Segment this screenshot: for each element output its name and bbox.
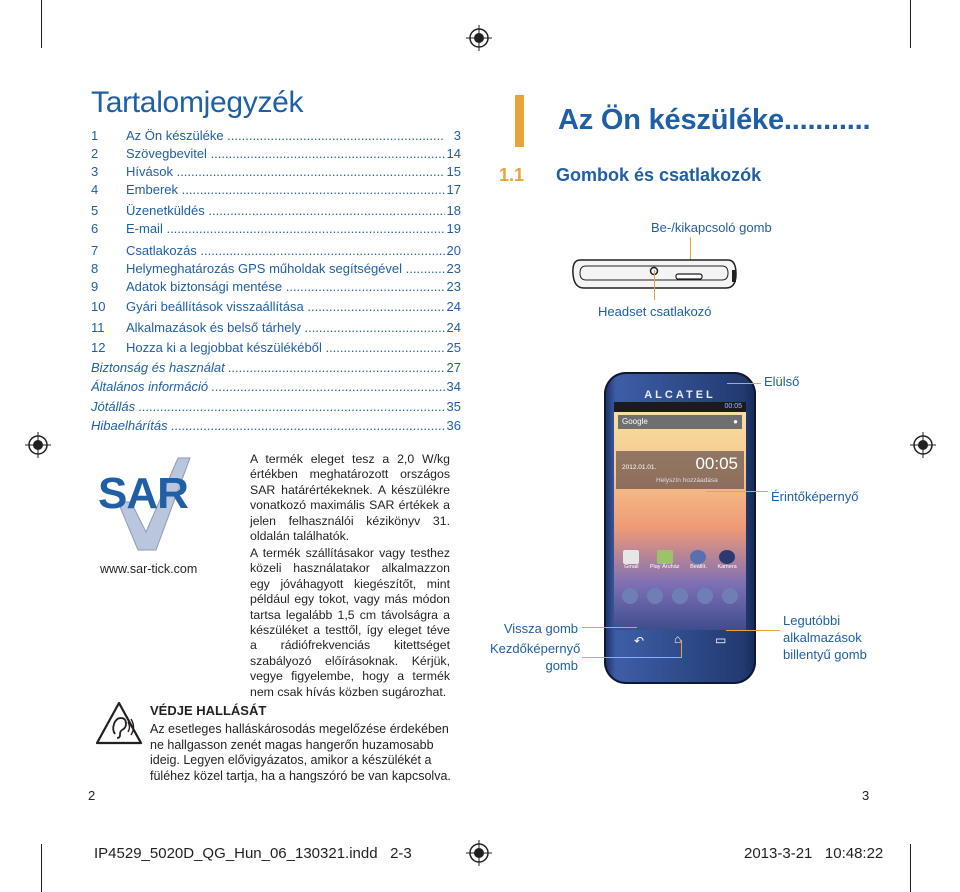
callout-line bbox=[681, 640, 682, 658]
toc-entry-page: 23 bbox=[446, 279, 461, 294]
callout-line bbox=[726, 630, 780, 631]
toc-entry-label: Üzenetküldés ..... bbox=[126, 203, 445, 218]
app-row bbox=[618, 550, 742, 570]
toc-entry-number: 3 bbox=[91, 164, 99, 179]
toc-entry-label: Emberek ..... bbox=[126, 182, 445, 197]
toc-entry-page: 27 bbox=[446, 360, 461, 375]
toc-entry-page: 15 bbox=[446, 164, 461, 179]
callout-line bbox=[727, 383, 761, 384]
toc-entry-page: 20 bbox=[446, 243, 461, 258]
toc-entry-page: 18 bbox=[446, 203, 461, 218]
sar-logo-text: SAR bbox=[98, 469, 188, 518]
gmail-icon bbox=[623, 550, 639, 564]
toc-entry-number: 8 bbox=[91, 261, 99, 276]
browser-app-icon[interactable] bbox=[722, 588, 738, 604]
phone-screen bbox=[614, 402, 746, 630]
toc-entry-number: 1 bbox=[91, 128, 99, 143]
toc-entry-number: 7 bbox=[91, 243, 99, 258]
toc-entry[interactable] bbox=[91, 379, 461, 397]
toc-entry[interactable] bbox=[91, 399, 461, 417]
registration-mark-icon bbox=[25, 432, 51, 458]
toc-entry-number: 12 bbox=[91, 340, 106, 355]
crop-mark bbox=[910, 844, 911, 892]
apps-drawer-icon[interactable] bbox=[672, 588, 688, 604]
status-bar bbox=[614, 402, 746, 412]
toc-entry-page: 23 bbox=[446, 261, 461, 276]
back-key-icon[interactable]: ↶ bbox=[634, 634, 645, 648]
toc-entry-label: Szövegbevitel ..... bbox=[126, 146, 445, 161]
toc-entry[interactable] bbox=[91, 320, 461, 338]
toc-entry-label: Biztonság és használat ..... bbox=[91, 360, 445, 375]
callout-touchscreen: Érintőképernyő bbox=[771, 489, 859, 504]
toc-entry-label: Alkalmazások és belső tárhely ..... bbox=[126, 320, 445, 335]
widget-location[interactable]: Helyszín hozzáadása bbox=[656, 477, 718, 484]
crop-mark bbox=[910, 0, 911, 48]
toc-entry-label: Csatlakozás ..... bbox=[126, 243, 445, 258]
toc-entry[interactable] bbox=[91, 299, 461, 317]
dock-row bbox=[618, 588, 742, 604]
section-number: 1.1 bbox=[499, 165, 525, 185]
footer-datetime: 2013-3-21 10:48:22 bbox=[744, 845, 884, 862]
toc-entry-label: Hozza ki a legjobbat készülékéből ..... bbox=[126, 340, 445, 355]
toc-entry-number: 5 bbox=[91, 203, 99, 218]
crop-mark bbox=[41, 844, 42, 892]
app-gmail[interactable] bbox=[623, 550, 639, 570]
widget-time: 00:05 bbox=[695, 454, 738, 473]
sar-paragraph-1: A termék eleget tesz a 2,0 W/kg értékben meghatározott országos SAR határértékeknek. A készülékre vonatkozó maximális SAR értékek a jelen felhasználói kézikönyv 31. oldalán találhatók. bbox=[250, 452, 450, 544]
toc-entry-page: 24 bbox=[446, 299, 461, 314]
toc-entry[interactable] bbox=[91, 164, 461, 182]
recent-apps-key-icon[interactable]: ▭ bbox=[715, 633, 727, 647]
callout-recent-apps: Legutóbbi alkalmazások billentyű gomb bbox=[783, 613, 867, 662]
widget-date: 2012.01.01. bbox=[622, 464, 657, 471]
hearing-title: VÉDJE HALLÁSÁT bbox=[150, 703, 267, 718]
phone-front-view bbox=[604, 372, 756, 684]
callout-headset: Headset csatlakozó bbox=[598, 304, 712, 319]
camera-icon bbox=[719, 550, 735, 564]
toc-entry-page: 17 bbox=[446, 182, 461, 197]
app-label: Gmail bbox=[624, 564, 639, 570]
toc-entry-label: Általános információ ..... bbox=[91, 379, 445, 394]
toc-entry[interactable] bbox=[91, 418, 461, 436]
page-number-right: 3 bbox=[862, 788, 870, 803]
toc-entry[interactable] bbox=[91, 146, 461, 164]
callout-line bbox=[654, 270, 655, 300]
toc-entry[interactable] bbox=[91, 128, 461, 146]
toc-entry-label: Az Ön készüléke ..... bbox=[126, 128, 445, 143]
app-label: Kamera bbox=[717, 564, 737, 570]
chapter-title: Az Ön készüléke........... bbox=[558, 104, 871, 136]
toc-entry-label: Gyári beállítások visszaállítása ..... bbox=[126, 299, 445, 314]
messages-app-icon[interactable] bbox=[697, 588, 713, 604]
toc-entry[interactable] bbox=[91, 261, 461, 279]
callout-line bbox=[582, 627, 637, 628]
toc-entry-page: 35 bbox=[446, 399, 461, 414]
chapter-bar bbox=[515, 95, 524, 147]
footer-file: IP4529_5020D_QG_Hun_06_130321.indd 2-3 bbox=[94, 845, 412, 862]
toc-title: Tartalomjegyzék bbox=[91, 86, 304, 119]
toc-entry-label: E-mail ..... bbox=[126, 221, 445, 236]
mic-icon[interactable]: ● bbox=[733, 417, 738, 426]
registration-mark-icon bbox=[466, 25, 492, 51]
status-time: 00:05 bbox=[724, 403, 742, 410]
toc-entry-label: Hívások ..... bbox=[126, 164, 445, 179]
play-store-icon bbox=[657, 550, 673, 564]
toc-entry-page: 24 bbox=[446, 320, 461, 335]
toc-entry-label: Jótállás ..... bbox=[91, 399, 445, 414]
app-label: Beállít. bbox=[690, 564, 707, 570]
toc-entry-number: 6 bbox=[91, 221, 99, 236]
toc-entry[interactable] bbox=[91, 360, 461, 378]
toc-entry-number: 2 bbox=[91, 146, 99, 161]
callout-back-button: Vissza gomb bbox=[503, 621, 578, 636]
toc-entry-label: Hibaelhárítás ..... bbox=[91, 418, 445, 433]
page-number-left: 2 bbox=[88, 788, 96, 803]
toc-entry[interactable] bbox=[91, 243, 461, 261]
sar-paragraph-2: A termék szállításakor vagy testhez közeli használatakor alkalmazzon egy jóváhagyott kiegészítőt, mint például egy tokot, vagy más módon tartsa legalább 1,5 cm távolságra a készüléket a testtől, így eleget téve a rádiófrekvenciás kitettséget szabályozó előírásoknak. Kérjük, vegye figyelembe, hogy a termék nem csak hívás közben sugározhat. bbox=[250, 546, 450, 699]
toc-entry-page: 34 bbox=[446, 379, 461, 394]
hearing-warning-icon bbox=[94, 700, 144, 746]
toc-entry-number: 11 bbox=[91, 320, 105, 335]
toc-entry-label: Adatok biztonsági mentése ..... bbox=[126, 279, 445, 294]
crop-mark bbox=[41, 0, 42, 48]
toc-entry-page: 25 bbox=[446, 340, 461, 355]
callout-front: Elülső bbox=[764, 374, 800, 389]
callout-home-button: Kezdőképernyő gomb bbox=[490, 641, 581, 673]
toc-entry[interactable] bbox=[91, 340, 461, 358]
app-label: Play Áruház bbox=[649, 564, 680, 570]
toc-entry-label: Helymeghatározás GPS műholdak segítségével ..... bbox=[126, 261, 445, 276]
hearing-text: Az esetleges halláskárosodás megelőzése érdekében ne hallgasson zenét magas hangerőn huzamosabb ideig. Legyen elővigyázatos, amikor a készülékét a füléhez közel tartja, ha a hangszóró be van kapcsolva. bbox=[150, 722, 451, 783]
google-search-bar[interactable] bbox=[618, 415, 742, 429]
clock-widget bbox=[616, 451, 744, 489]
toc-entry[interactable] bbox=[91, 221, 461, 239]
settings-icon bbox=[690, 550, 706, 564]
registration-mark-icon bbox=[910, 432, 936, 458]
toc-entry[interactable] bbox=[91, 203, 461, 221]
callout-power-button: Be-/kikapcsoló gomb bbox=[651, 220, 772, 235]
app-play-store[interactable] bbox=[650, 550, 680, 570]
sar-logo bbox=[98, 452, 213, 552]
toc-entry-page: 19 bbox=[446, 221, 461, 236]
callout-line bbox=[706, 491, 768, 492]
toc-entry-page: 14 bbox=[446, 146, 461, 161]
toc-entry[interactable] bbox=[91, 279, 461, 297]
sar-url: www.sar-tick.com bbox=[100, 562, 198, 576]
app-camera[interactable] bbox=[717, 550, 736, 570]
toc-entry-number: 10 bbox=[91, 299, 106, 314]
toc-entry-number: 9 bbox=[91, 279, 99, 294]
google-label: Google bbox=[622, 417, 648, 426]
phone-brand: ALCATEL bbox=[644, 389, 716, 401]
registration-mark-icon bbox=[466, 840, 492, 866]
section-title: Gombok és csatlakozók bbox=[556, 165, 762, 185]
toc-entry[interactable] bbox=[91, 182, 461, 200]
toc-entry-number: 4 bbox=[91, 182, 99, 197]
toc-entry-page: 36 bbox=[446, 418, 461, 433]
phone-top-view bbox=[570, 256, 740, 292]
home-key-icon[interactable]: ⌂ bbox=[674, 632, 682, 646]
app-settings[interactable] bbox=[690, 550, 707, 570]
callout-line bbox=[582, 657, 682, 658]
toc-entry-page: 3 bbox=[453, 128, 461, 143]
phone-app-icon[interactable] bbox=[622, 588, 638, 604]
contacts-app-icon[interactable] bbox=[647, 588, 663, 604]
